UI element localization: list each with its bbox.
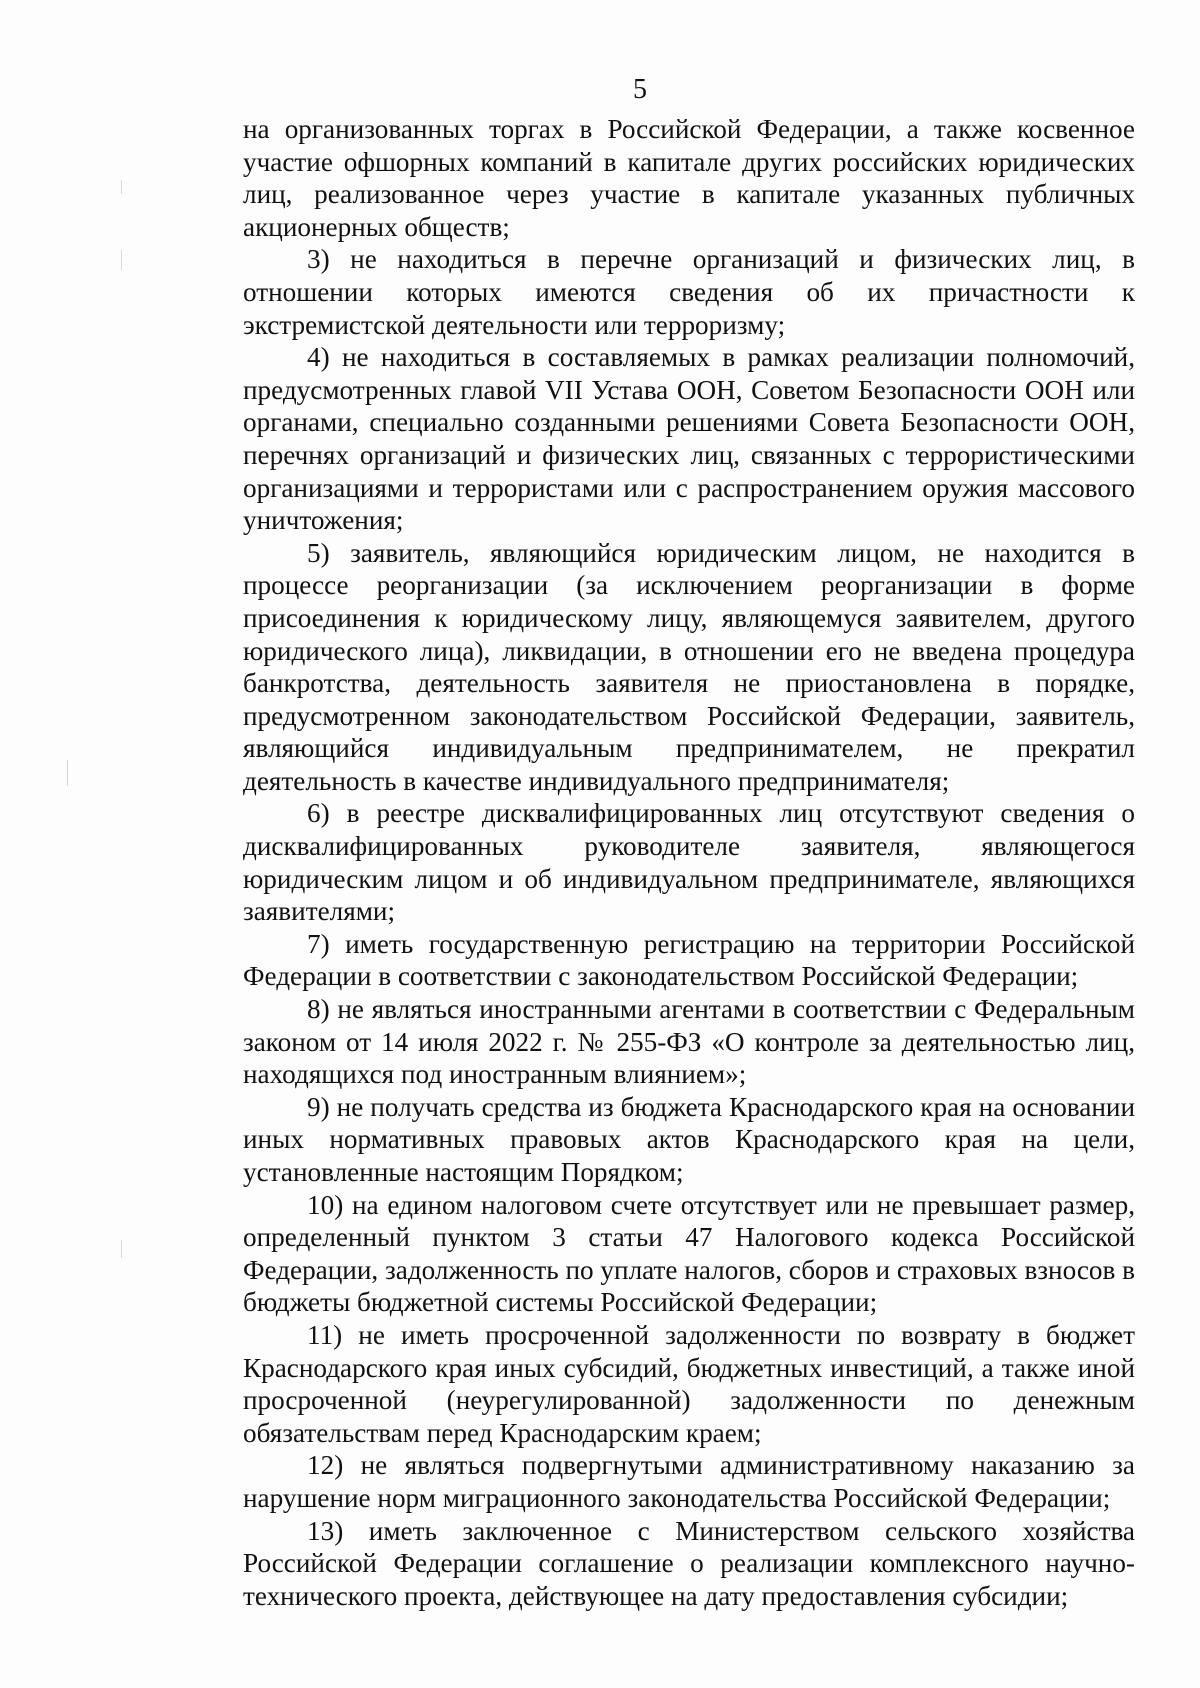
paragraph-item-8: 8) не являться иностранными агентами в соответствии с Федеральным законом от 14 июля 2022 г. № 255-ФЗ «О контроле за деятельностью лиц, находящихся под иностранным влиянием»; [243,994,1135,1090]
scan-margin-mark [67,760,68,786]
paragraph-item-10: 10) на едином налоговом счете отсутствует или не превышает размер, определенный пунктом 3 статьи 47 Налогового кодекса Российской Федерации, задолженность по уплате налогов, сборов и страховых взносов в бюджеты бюджетной системы Российской Федерации; [243,1189,1135,1318]
paragraph-item-4: 4) не находиться в составляемых в рамках реализации полномочий, предусмотренных главой VII Устава ООН, Советом Безопасности ООН или органами, специально созданными решениями Совета Безопасности ООН, перечнях организаций и физических лиц, связанных с террористическими организациями и террористами или с распространением оружия массового уничтожения; [243,342,1135,536]
paragraph-item-9: 9) не получать средства из бюджета Краснодарского края на основании иных нормативных правовых актов Краснодарского края на цели, установленные настоящим Порядком; [243,1091,1135,1187]
page-number: 5 [633,74,647,105]
document-body [243,113,1135,1612]
paragraph-item-13: 13) иметь заключенное с Министерством сельского хозяйства Российской Федерации соглашение о реализации комплексного научно-технического проекта, действующее на дату предоставления субсидии; [243,1515,1135,1611]
paragraph-item-6: 6) в реестре дисквалифицированных лиц отсутствуют сведения о дисквалифицированных руководителе заявителя, являющегося юридическим лицом и об индивидуальном предпринимателе, являющихся заявителями; [243,798,1135,927]
paragraph-item-11: 11) не иметь просроченной задолженности по возврату в бюджет Краснодарского края иных субсидий, бюджетных инвестиций, а также иной просроченной (неурегулированной) задолженности по денежным обязательствам перед Краснодарским краем; [243,1319,1135,1448]
paragraph-item-7: 7) иметь государственную регистрацию на территории Российской Федерации в соответствии с законодательством Российской Федерации; [243,928,1135,992]
paragraph-item-3: 3) не находиться в перечне организаций и физических лиц, в отношении которых имеются сведения об их причастности к экстремистской деятельности или терроризму; [243,244,1135,340]
scan-margin-mark [121,250,122,270]
scan-margin-mark [121,180,122,194]
paragraph-item-5: 5) заявитель, являющийся юридическим лицом, не находится в процессе реорганизации (за исключением реорганизации в форме присоединения к юридическому лицу, являющемуся заявителем, другого юридического лица), ликвидации, в отношении его не введена процедура банкротства, деятельность заявителя не приостановлена в порядке, предусмотренном законодательством Российской Федерации, заявитель, являющийся индивидуальным предпринимателем, не прекратил деятельность в качестве индивидуального предпринимателя; [243,537,1135,796]
scan-margin-mark [121,1240,122,1258]
paragraph-item-12: 12) не являться подвергнутыми административному наказанию за нарушение норм миграционного законодательства Российской Федерации; [243,1450,1135,1513]
paragraph-continuation: на организованных торгах в Российской Федерации, а также косвенное участие офшорных компаний в капитале других российских юридических лиц, реализованное через участие в капитале указанных публичных акционерных обществ; [243,114,1135,242]
